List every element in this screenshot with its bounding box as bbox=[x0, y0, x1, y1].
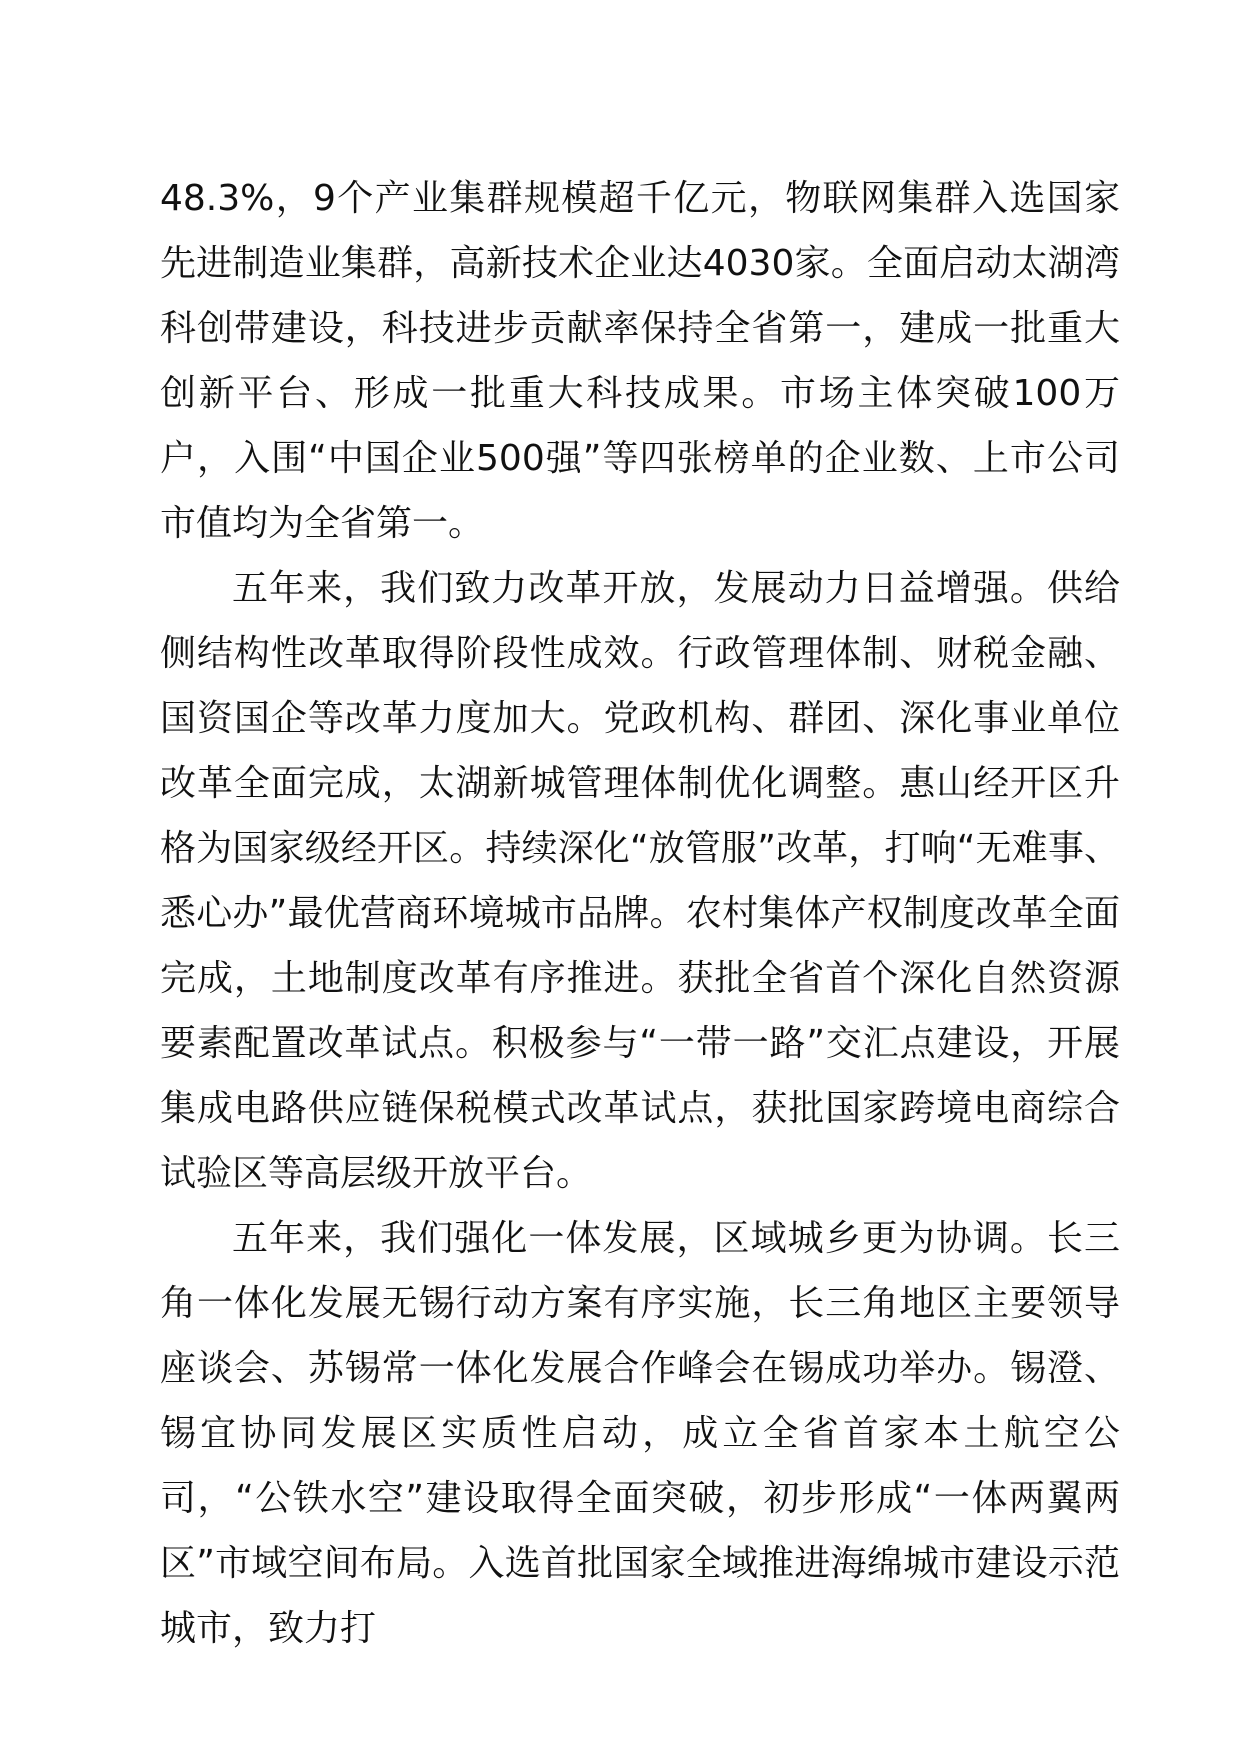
paragraph-1: 48.3%，9个产业集群规模超千亿元，物联网集群入选国家先进制造业集群，高新技术企业达4030家。全面启动太湖湾科创带建设，科技进步贡献率保持全省第一，建成一批重大创新平台、形成一批重大科技成果。市场主体突破100万户，入围“中国企业500强”等四张榜单的企业数、上市公司市值均为全省第一。 bbox=[160, 178, 1120, 544]
paragraph-3: 五年来，我们强化一体发展，区域城乡更为协调。长三角一体化发展无锡行动方案有序实施，长三角地区主要领导座谈会、苏锡常一体化发展合作峰会在锡成功举办。锡澄、锡宜协同发展区实质性启动，成立全省首家本土航空公司，“公铁水空”建设取得全面突破，初步形成“一体两翼两区”市域空间布局。入选首批国家全域推进海绵城市建设示范城市，致力打 bbox=[160, 1218, 1120, 1649]
body-text bbox=[160, 166, 1120, 1661]
paragraph-2: 五年来，我们致力改革开放，发展动力日益增强。供给侧结构性改革取得阶段性成效。行政管理体制、财税金融、国资国企等改革力度加大。党政机构、群团、深化事业单位改革全面完成，太湖新城管理体制优化调整。惠山经开区升格为国家级经开区。持续深化“放管服”改革，打响“无难事、悉心办”最优营商环境城市品牌。农村集体产权制度改革全面完成，土地制度改革有序推进。获批全省首个深化自然资源要素配置改革试点。积极参与“一带一路”交汇点建设，开展集成电路供应链保税模式改革试点，获批国家跨境电商综合试验区等高层级开放平台。 bbox=[160, 568, 1120, 1194]
